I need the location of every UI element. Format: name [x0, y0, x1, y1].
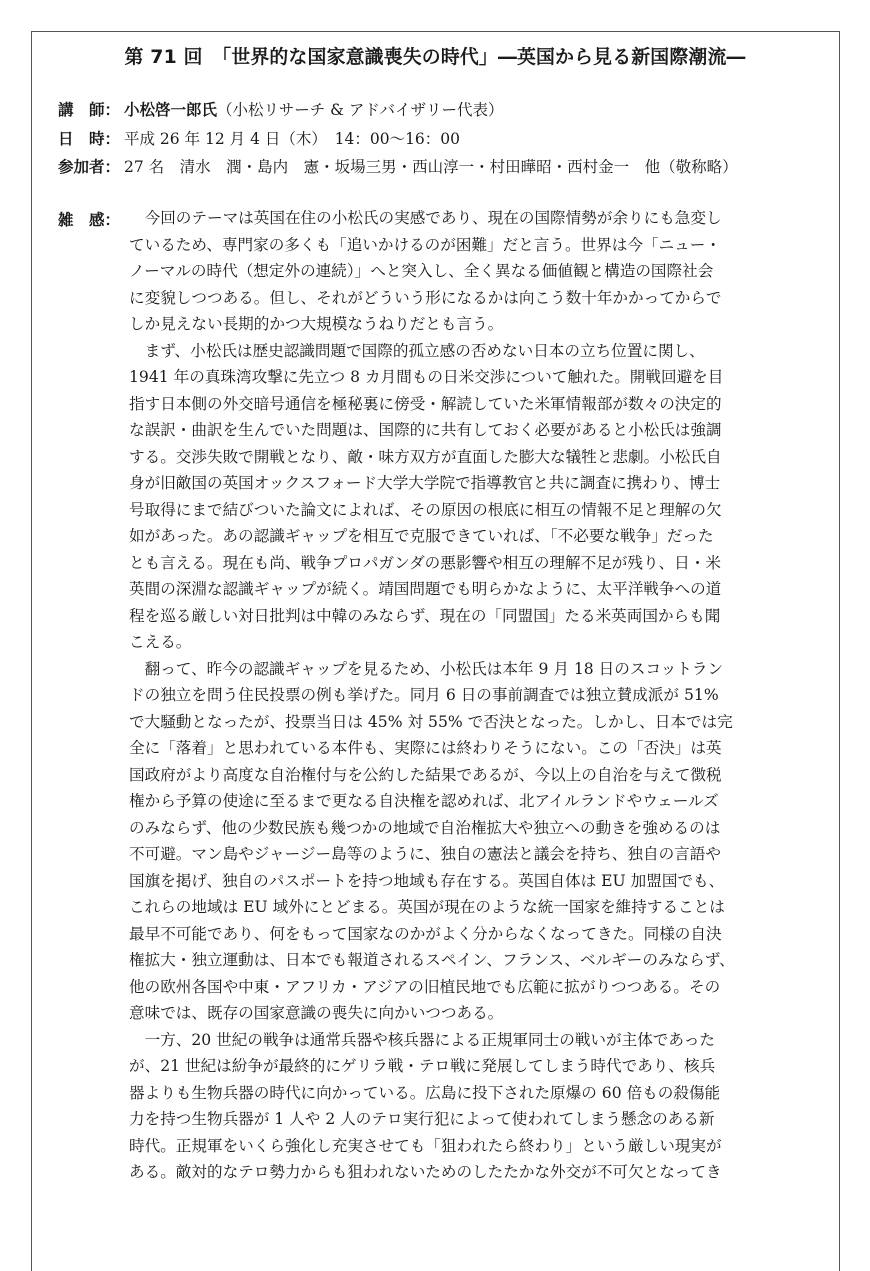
body-line: 他の欧州各国や中東・アフリカ・アジアの旧植民地でも広範に拡がりつつある。その: [129, 977, 721, 996]
body-line: まず、小松氏は歴史認識問題で国際的孤立感の否めない日本の立ち位置に関し、: [129, 341, 705, 360]
body-line: 一方、20 世紀の戦争は通常兵器や核兵器による正規軍同士の戦いが主体であった: [129, 1030, 716, 1049]
body-line: 身が旧敵国の英国オックスフォード大学大学院で指導教官と共に調査に携わり、博士: [129, 474, 721, 492]
body-line: 意味では、既存の国家意識の喪失に向かいつつある。: [129, 1004, 504, 1022]
body-line: に変貌しつつある。但し、それがどういう形になるかは向こう数十年かかってからで: [129, 288, 722, 307]
body-line: 英間の深淵な認識ギャップが続く。靖国問題でも明らかなように、太平洋戦争への道: [129, 580, 722, 598]
body-line: 権から予算の使途に至るまで更なる自決権を認めれば、北アイルランドやウェールズ: [129, 792, 719, 810]
body-line: 不可避。マン島やジャージー島等のように、独自の憲法と議会を持ち、独自の言語や: [129, 845, 721, 863]
body-line: で大騒動となったが、投票当日は 45% 対 55% で否決となった。しかし、日本では完: [129, 712, 733, 731]
body-line: 国政府がより高度な自治権付与を公約した結果であるが、今以上の自治を与えて徴税: [129, 765, 722, 784]
body-line: 指す日本側の外交暗号通信を極秘裏に傍受・解読していた米軍情報部が数々の決定的: [129, 394, 722, 413]
body-line: 時代。正規軍をいくら強化し充実させても「狙われたら終わり」という厳しい現実が: [129, 1136, 722, 1155]
body-line: な誤訳・曲訳を生んでいた問題は、国際的に共有しておく必要があると小松氏は強調: [129, 421, 722, 439]
body-line: 今回のテーマは英国在住の小松氏の実感であり、現在の国際情勢が余りにも急変し: [129, 209, 722, 227]
body-line: ドの独立を問う住民投票の例も挙げた。同月 6 日の事前調査では独立賛成派が 51%: [129, 686, 719, 704]
body-line: 最早不可能であり、何をもって国家なのかがよく分からなくなってきた。同様の自決: [129, 924, 722, 943]
body-line: 全に「落着」と思われている本件も、実際には終わりそうにない。この「否決」は英: [129, 739, 722, 757]
datetime-label: 日 時：: [58, 130, 121, 148]
lecturer-row: [58, 98, 818, 120]
body-line: しか見えない長期的かつ大規模なうねりだとも言う。: [129, 315, 504, 333]
body-line: 力を持つ生物兵器が 1 人や 2 人のテロ実行犯によって使われてしまう懸念のある新: [129, 1110, 715, 1128]
body-line: とも言える。現在も尚、戦争プロパガンダの悪影響や相互の理解不足が残り、日・米: [129, 553, 721, 572]
body-line: する。交渉失敗で開戦となり、敵・味方双方が直面した膨大な犠牲と悲劇。小松氏自: [129, 447, 722, 466]
body-line: こえる。: [129, 633, 192, 651]
lecturer-affiliation: （小松リサーチ & アドバイザリー代表）: [217, 101, 504, 119]
participants-value: 27 名 清水 潤・島内 憲・坂場三男・西山淳一・村田曄昭・西村金一 他（敬称略）: [124, 158, 738, 176]
body-line: 如があった。あの認識ギャップを相互で克服できていれば、「不必要な戦争」だった: [129, 527, 714, 545]
body-line: が、21 世紀は紛争が最終的にゲリラ戦・テロ戦に発展してしまう時代であり、核兵: [129, 1057, 716, 1075]
page-title: 第 71 回 「世界的な国家意識喪失の時代」―英国から見る新国際潮流―: [124, 47, 746, 68]
body-line: 1941 年の真珠湾攻撃に先立つ 8 カ月間もの日米交渉について触れた。開戦回避を目: [129, 368, 724, 386]
body-line: これらの地域は EU 域外にとどまる。英国が現在のような統一国家を維持することは: [129, 898, 725, 916]
body-line: 国旗を掲げ、独自のパスポートを持つ地域も存在する。英国自体は EU 加盟国でも、: [129, 871, 725, 890]
lecturer-name: 小松啓一郎氏: [124, 101, 218, 119]
participants-row: [58, 155, 818, 177]
impressions-label: 雑 感：: [58, 211, 121, 229]
datetime-value: 平成 26 年 12 月 4 日（木） 14：00～16：00: [124, 130, 461, 148]
body-line: ノーマルの時代（想定外の連続）」へと突入し、全く異なる価値観と構造の国際社会: [129, 262, 714, 280]
participants-label: 参加者：: [58, 158, 121, 176]
body-line: 号取得にまで結びついた論文によれば、その原因の根底に相互の情報不足と理解の欠: [129, 500, 722, 519]
body-line: 翻って、昨今の認識ギャップを見るため、小松氏は本年 9 月 18 日のスコットラン: [129, 659, 724, 678]
lecturer-label: 講 師：: [58, 101, 121, 119]
body-line: 器よりも生物兵器の時代に向かっている。広島に投下された原爆の 60 倍もの殺傷能: [129, 1083, 721, 1102]
body-line: 程を巡る厳しい対日批判は中韓のみならず、現在の「同盟国」たる米英両国からも聞: [129, 606, 721, 625]
body-line: ある。敵対的なテロ勢力からも狙われないためのしたたかな外交が不可欠となってき: [129, 1163, 722, 1181]
datetime-row: [58, 127, 818, 149]
body-line: のみならず、他の少数民族も幾つかの地域で自治権拡大や独立への動きを強めるのは: [129, 818, 721, 837]
impressions-body: [129, 205, 809, 1186]
body-line: 権拡大・独立運動は、日本でも報道されるスペイン、フランス、ベルギーのみならず、: [129, 951, 735, 969]
body-line: ているため、専門家の多くも「追いかけるのが困難」だと言う。世界は今「ニュー・: [129, 235, 721, 254]
